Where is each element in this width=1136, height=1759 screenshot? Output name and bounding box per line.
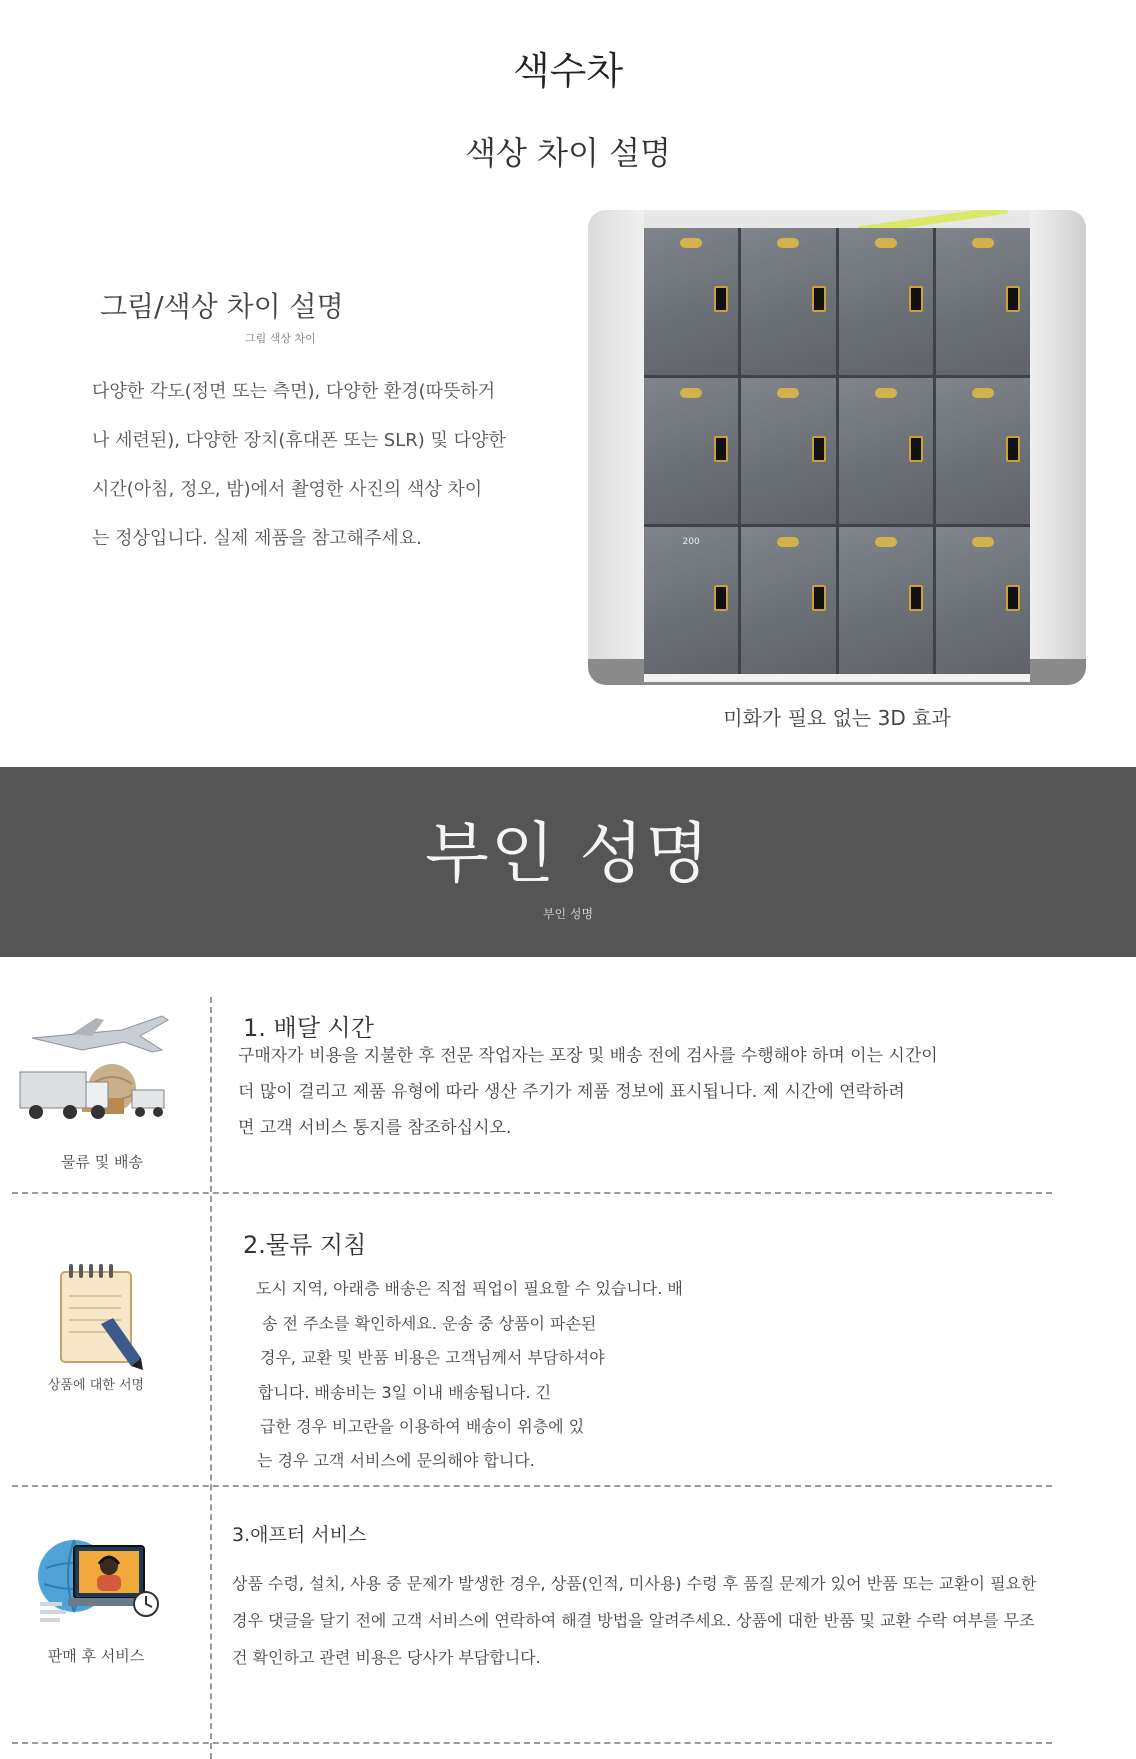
locker-lock (909, 585, 923, 611)
photo-wall-right (1030, 210, 1086, 685)
section-line: 합니다. 배송비는 3일 이내 배송됩니다. 긴 (258, 1383, 552, 1402)
locker-lock (714, 436, 728, 462)
side-label-logistics: 물류 및 배송 (61, 1153, 143, 1171)
locker-door (741, 378, 835, 525)
locker-number-tag (680, 238, 702, 248)
locker-lock (714, 286, 728, 312)
section-line: 건 확인하고 관련 비용은 당사가 부담합니다. (232, 1648, 541, 1667)
locker-door (839, 378, 933, 525)
locker-lock (1006, 286, 1020, 312)
section-line: 더 많이 걸리고 제품 유형에 따라 생산 주기가 제품 정보에 표시됩니다. 제 시간에 연락하려 (238, 1082, 905, 1102)
color-difference-small-label: 그림 색상 차이 (245, 332, 316, 345)
locker-door (644, 228, 738, 375)
locker-grid (644, 228, 1030, 674)
locker-number-tag (680, 388, 702, 398)
photo-wall-left (588, 210, 644, 685)
locker-lock (909, 286, 923, 312)
section-line: 경우, 교환 및 반품 비용은 고객님께서 부담하셔야 (260, 1348, 605, 1367)
banner-subtitle: 부인 성명 (542, 907, 594, 921)
locker-door (839, 527, 933, 674)
locker-number-tag (972, 388, 994, 398)
locker-number-tag (777, 388, 799, 398)
locker-number-tag (875, 537, 897, 547)
color-difference-line: 다양한 각도(정면 또는 측면), 다양한 환경(따뜻하거 (92, 381, 496, 402)
color-difference-line: 시간(아침, 정오, 밤)에서 촬영한 사진의 색상 차이 (92, 479, 483, 500)
section-line: 면 고객 서비스 통지를 참조하십시오. (238, 1118, 512, 1138)
locker-base (644, 674, 1030, 682)
locker-door (644, 378, 738, 525)
section-line: 송 전 주소를 확인하세요. 운송 중 상품이 파손된 (262, 1314, 597, 1333)
section-line: 도시 지역, 아래층 배송은 직접 픽업이 필요할 수 있습니다. 배 (256, 1279, 683, 1298)
section-line: 급한 경우 비고란을 이용하여 배송이 위층에 있 (260, 1417, 585, 1436)
vertical-divider (210, 997, 212, 1759)
page-title: 색수차 (512, 49, 624, 93)
horizontal-divider (12, 1485, 1052, 1487)
horizontal-divider (12, 1742, 1052, 1744)
locker-lock (714, 585, 728, 611)
locker-number-tag (972, 238, 994, 248)
locker-number-tag (777, 537, 799, 547)
side-label-after-sales: 판매 후 서비스 (47, 1647, 145, 1665)
section-title-logistics: 2.물류 지침 (243, 1231, 367, 1259)
section-line: 는 경우 고객 서비스에 문의해야 합니다. (257, 1451, 535, 1470)
color-difference-line: 나 세련된), 다양한 장치(휴대폰 또는 SLR) 및 다양한 (92, 430, 506, 451)
locker-lock (1006, 585, 1020, 611)
locker-door (741, 228, 835, 375)
color-difference-title: 그림/색상 차이 설명 (100, 290, 344, 323)
customer-service-headset-icon (34, 1528, 164, 1628)
logistics-plane-truck-icon (12, 1010, 172, 1130)
locker-lock (812, 585, 826, 611)
locker-lock (1006, 436, 1020, 462)
locker-door (839, 228, 933, 375)
locker-lock (812, 436, 826, 462)
locker-number-tag (875, 238, 897, 248)
locker-number-tag: 200 (682, 537, 700, 548)
locker-door (741, 527, 835, 674)
locker-door (936, 527, 1030, 674)
locker-door (644, 527, 738, 674)
section-line: 경우 댓글을 달기 전에 고객 서비스에 연락하여 해결 방법을 알려주세요. 상품에 대한 반품 및 교환 수락 여부를 무조 (232, 1611, 1035, 1630)
locker-door (936, 378, 1030, 525)
locker-door (936, 228, 1030, 375)
page-subtitle: 색상 차이 설명 (465, 134, 671, 172)
product-photo (588, 210, 1086, 685)
color-difference-line: 는 정상입니다. 실제 제품을 참고해주세요. (92, 528, 422, 549)
side-label-signature: 상품에 대한 서명 (47, 1378, 145, 1393)
locker-cabinet (644, 228, 1030, 674)
banner-title: 부인 성명 (424, 815, 711, 892)
locker-lock (812, 286, 826, 312)
locker-number-tag (972, 537, 994, 547)
locker-number-tag (777, 238, 799, 248)
section-title-delivery-time: 1. 배달 시간 (243, 1014, 374, 1042)
horizontal-divider (12, 1192, 1052, 1194)
notepad-pen-icon (55, 1262, 145, 1372)
locker-number-tag (875, 388, 897, 398)
section-line: 상품 수령, 설치, 사용 중 문제가 발생한 경우, 상품(인적, 미사용) 수령 후 품질 문제가 있어 반품 또는 교환이 필요한 (232, 1574, 1037, 1593)
locker-lock (909, 436, 923, 462)
photo-caption: 미화가 필요 없는 3D 효과 (723, 706, 951, 730)
section-line: 구매자가 비용을 지불한 후 전문 작업자는 포장 및 배송 전에 검사를 수행해야 하며 이는 시간이 (238, 1046, 938, 1066)
section-title-after-service: 3.애프터 서비스 (232, 1524, 367, 1546)
